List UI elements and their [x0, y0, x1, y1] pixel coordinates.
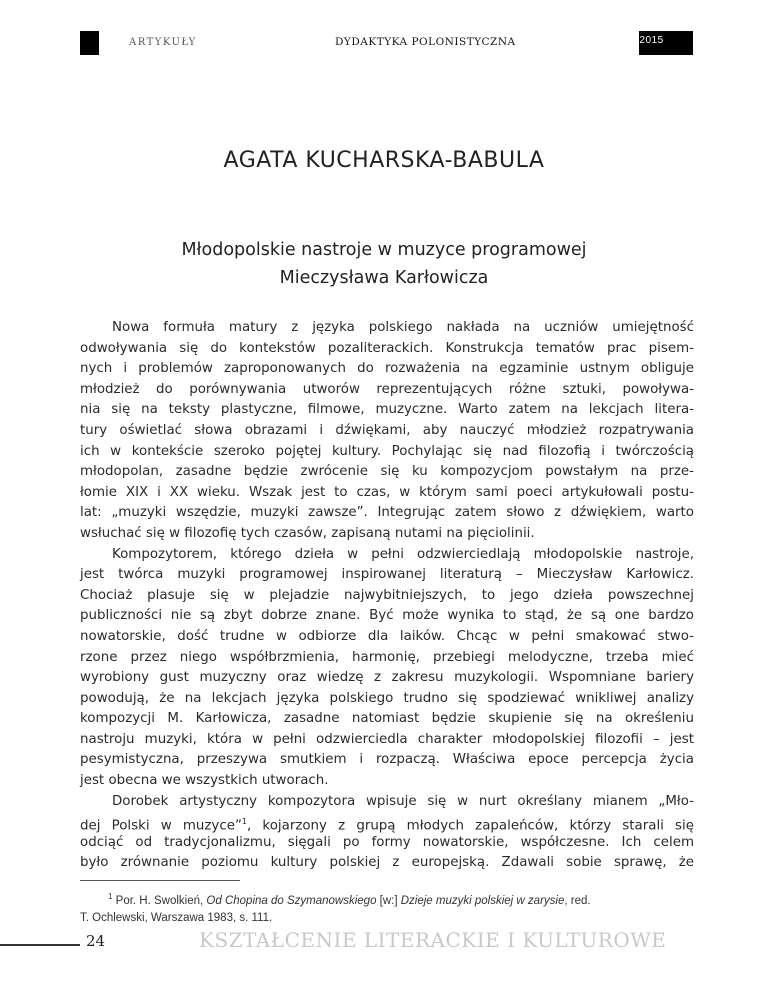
- body-line: publiczności nie są zbyt dobrze znane. Być może wynika to stąd, że są one bardzo: [80, 608, 694, 624]
- body-line: odwoływania się do kontekstów pozaliterackich. Konstrukcja tematów prac pisem-: [80, 340, 694, 356]
- body-line: Chociaż plasuje się w plejadzie najwybitniejszych, to jego dzieła powszechnej: [80, 587, 694, 603]
- article-author: AGATA KUCHARSKA-BABULA: [223, 148, 545, 173]
- body-line: powodują, że na lekcjach języka polskiego trudno się spodziewać wnikliwej analizy: [80, 690, 694, 706]
- header-section: ARTYKUŁY: [129, 37, 197, 48]
- title-line-2: Mieczysława Karłowicza: [279, 268, 489, 288]
- footnote-mark: 1: [108, 892, 113, 901]
- footnote-rule: [80, 880, 240, 881]
- body-line: Nowa formuła matury z języka polskiego nakłada na uczniów umiejętność: [112, 320, 694, 335]
- footnote-line-2: T. Ochlewski, Warszawa 1983, s. 111.: [80, 911, 273, 924]
- body-line: tury oświetlać słowa obrazami i dźwiękami, aby nauczyć młodzież rozpatrywania: [80, 422, 694, 438]
- body-line-part: , kojarzony z grupą młodych zapaleńców, którzy starali się: [247, 818, 694, 834]
- footnote: [80, 888, 694, 927]
- body-line: odciąć od tradycjonalizmu, sięgali po formy nowatorskie, współczesne. Ich celem: [80, 834, 694, 850]
- header-section-box: [99, 31, 299, 55]
- body-line-part: dej Polski w muzyce”: [80, 818, 242, 834]
- body-line: było zrównanie poziomu kultury polskiej z europejską. Zdawali sobie sprawę, że: [80, 855, 694, 871]
- body-line: łomie XIX i XX wieku. Wszak jest to czas, w którym sami poeci artykułowali postu-: [80, 484, 694, 500]
- body-line: kompozycji M. Karłowicza, zasadne natomiast będzie skupienie się na określeniu: [80, 711, 694, 727]
- header-journal: DYDAKTYKA POLONISTYCZNA: [335, 36, 516, 48]
- article-body: [80, 318, 694, 874]
- footnote-work: Dzieje muzyki polskiej w zarysie: [400, 894, 565, 907]
- body-line: nowatorskie, dość trudne w odbiorze dla laików. Chcąc w pełni smakować stwo-: [80, 628, 694, 644]
- footnote-text: , red.: [564, 894, 591, 907]
- body-line: Kompozytorem, którego dzieła w pełni odzwierciedlają młodopolskie nastroje,: [112, 546, 694, 562]
- body-line: ich w kontekście szeroko pojętej kultury. Pochylając się nad filozofią i twórczością: [80, 443, 694, 459]
- footer-rule: [0, 944, 80, 946]
- footnote-ref: 1: [241, 817, 247, 827]
- footnote-line-1: [80, 888, 694, 910]
- body-line: lat: „muzyki wszędzie, muzyki zawsze”. Integrując zatem słowo z dźwiękiem, warto: [80, 505, 694, 521]
- body-line: Dorobek artystyczny kompozytora wpisuje się w nurt określany mianem „Mło-: [112, 793, 694, 809]
- body-line: jest twórca muzyki programowej inspirowanej literaturą – Mieczysław Karłowicz.: [80, 567, 694, 583]
- footnote-text: [w:]: [376, 894, 401, 907]
- article-title: [0, 236, 768, 292]
- body-line: nych i problemów zaproponowanych do rozważenia na egzaminie ustnym obliguje: [80, 361, 694, 377]
- footer-journal: KSZTAŁCENIE LITERACKIE I KULTUROWE: [199, 928, 667, 952]
- body-line: młodzież do porównywania utworów reprezentujących różne sztuki, powoływa-: [80, 381, 694, 397]
- page-number: 24: [86, 932, 106, 950]
- body-line: wsłuchać się w filozofię tych czasów, zapisaną nutami na pięciolinii.: [80, 525, 535, 541]
- footnote-text: Por. H. Swolkień,: [115, 894, 207, 907]
- body-line: wyrobiony gust muzyczny oraz wiedzę z zakresu muzykologii. Wspomniane bariery: [80, 670, 694, 686]
- title-line-1: Młodopolskie nastroje w muzyce programowej: [181, 240, 587, 260]
- body-line: rzone przez niego współbrzmienia, harmonię, przebiegi melodyczne, trzeba mieć: [80, 649, 694, 665]
- body-line: jest obecna we wszystkich utworach.: [80, 773, 329, 789]
- body-line: [80, 812, 694, 833]
- body-line: pesymistyczna, przeszywa smutkiem i rozpaczą. Właściwa epoce percepcja życia: [80, 752, 694, 768]
- body-line: nia się na teksty plastyczne, filmowe, muzyczne. Warto zatem na lekcjach litera-: [80, 402, 694, 418]
- body-line: młodopolan, zasadne będzie zwrócenie się ku kompozycjom powstałym na prze-: [80, 464, 694, 480]
- footnote-book: Od Chopina do Szymanowskiego: [206, 894, 377, 907]
- body-line: nastroju muzyki, która w pełni odzwierciedla charakter młodopolskiej filozofii – jest: [80, 731, 694, 747]
- header-issue: NR 1(10) / 2015: [585, 35, 664, 46]
